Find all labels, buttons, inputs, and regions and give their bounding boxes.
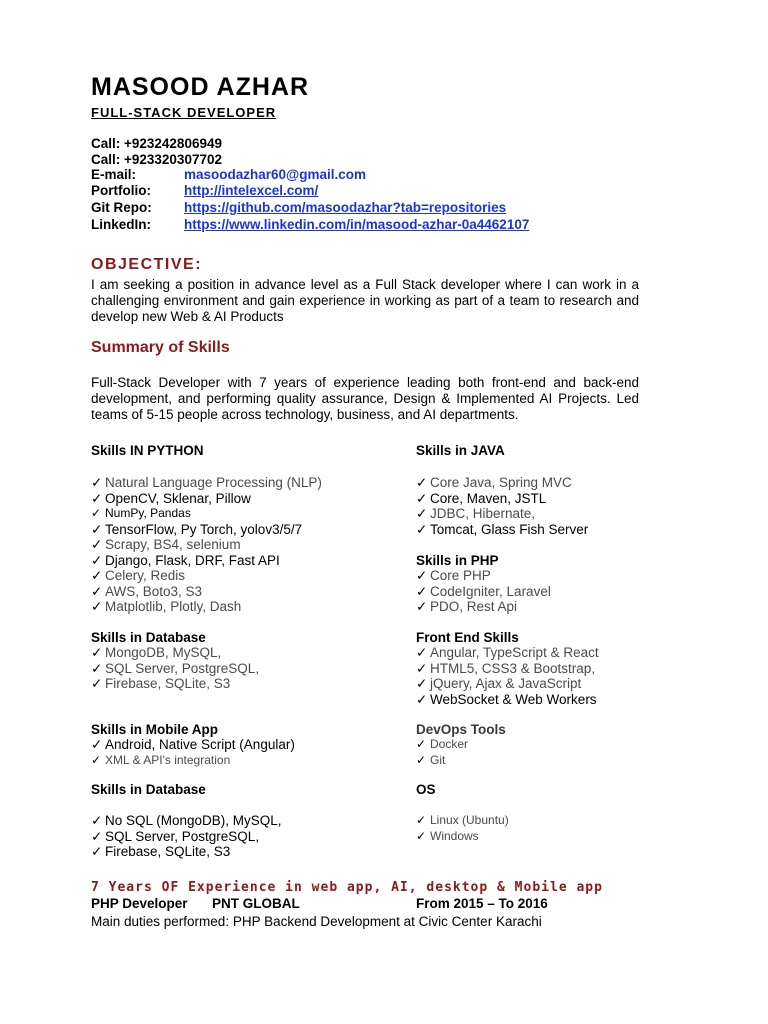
list-item: ✓ JDBC, Hibernate, [416, 506, 536, 521]
list-item: ✓ SQL Server, PostgreSQL, [91, 660, 260, 676]
email-link[interactable]: masoodazhar60@gmail.com [184, 167, 366, 182]
check-icon: ✓ [91, 676, 103, 691]
check-icon: ✓ [91, 568, 103, 583]
git-repo-link[interactable]: https://github.com/masoodazhar?tab=repositories [184, 200, 507, 215]
frontend-skills-list [416, 645, 599, 707]
objective-heading: OBJECTIVE: [91, 256, 203, 273]
list-item: ✓ Django, Flask, DRF, Fast API [91, 552, 280, 568]
list-item: ✓ NumPy, Pandas [91, 506, 191, 520]
list-item: ✓ Natural Language Processing (NLP) [91, 475, 322, 490]
list-item: ✓ OpenCV, Sklenar, Pillow [91, 490, 251, 506]
check-icon: ✓ [91, 506, 102, 520]
experience-heading: 7 Years OF Experience in web app, AI, desktop & Mobile app [91, 880, 603, 895]
list-item: ✓ Core PHP [416, 568, 491, 583]
check-icon: ✓ [91, 537, 103, 552]
devops-skills-heading: DevOps Tools [416, 722, 506, 737]
check-icon: ✓ [91, 552, 103, 568]
list-item: ✓ Celery, Redis [91, 568, 186, 583]
linkedin-link[interactable]: https://www.linkedin.com/in/masood-azhar-0a4462107 [184, 217, 530, 232]
list-item: ✓ MongoDB, MySQL, [91, 645, 222, 660]
check-icon: ✓ [91, 583, 103, 599]
list-item: ✓ PDO, Rest Api [416, 599, 518, 614]
check-icon: ✓ [91, 521, 103, 537]
list-item: ✓ Linux (Ubuntu) [416, 813, 509, 827]
database-skills-heading: Skills in Database [91, 630, 206, 645]
check-icon: ✓ [416, 813, 427, 827]
check-icon: ✓ [416, 490, 428, 506]
check-icon: ✓ [91, 813, 103, 828]
check-icon: ✓ [416, 676, 428, 691]
list-item: ✓ Scrapy, BS4, selenium [91, 537, 241, 552]
phone-2: Call: +923320307702 [91, 152, 222, 167]
list-item: ✓ SQL Server, PostgreSQL, [91, 828, 260, 844]
list-item: ✓ HTML5, CSS3 & Bootstrap, [416, 660, 596, 676]
frontend-skills-heading: Front End Skills [416, 630, 519, 645]
list-item: ✓ Windows [416, 828, 479, 843]
check-icon: ✓ [416, 521, 428, 537]
devops-skills-list [416, 737, 468, 768]
list-item: ✓ jQuery, Ajax & JavaScript [416, 676, 582, 691]
list-item: ✓ WebSocket & Web Workers [416, 691, 597, 707]
email-label: E-mail: [91, 167, 137, 182]
python-skills-heading: Skills IN PYTHON [91, 443, 204, 458]
linkedin-label: LinkedIn: [91, 217, 151, 232]
list-item: ✓ TensorFlow, Py Torch, yolov3/5/7 [91, 521, 303, 537]
mobile-skills-heading: Skills in Mobile App [91, 722, 219, 737]
job-company: PNT GLOBAL [212, 896, 300, 911]
check-icon: ✓ [91, 737, 103, 752]
list-item: ✓ Angular, TypeScript & React [416, 645, 599, 660]
java-skills-list [416, 475, 588, 537]
list-item: ✓ Firebase, SQLite, S3 [91, 844, 231, 859]
portfolio-link[interactable]: http://intelexcel.com/ [184, 183, 319, 198]
list-item: ✓ Core, Maven, JSTL [416, 490, 547, 506]
check-icon: ✓ [416, 568, 428, 583]
check-icon: ✓ [91, 844, 103, 859]
summary-heading: Summary of Skills [91, 339, 230, 356]
php-skills-list [416, 568, 551, 615]
check-icon: ✓ [416, 475, 428, 490]
candidate-role: FULL-STACK DEVELOPER [91, 105, 277, 120]
job-title: PHP Developer [91, 896, 188, 911]
check-icon: ✓ [416, 737, 427, 751]
phone-1: Call: +923242806949 [91, 136, 222, 151]
list-item: ✓ Docker [416, 737, 469, 751]
job-period: From 2015 – To 2016 [416, 896, 548, 911]
list-item: ✓ Git [416, 752, 446, 767]
check-icon: ✓ [91, 475, 103, 490]
list-item: ✓ CodeIgniter, Laravel [416, 583, 551, 599]
check-icon: ✓ [416, 506, 428, 521]
python-skills-list [91, 475, 322, 615]
check-icon: ✓ [416, 583, 428, 599]
check-icon: ✓ [91, 828, 103, 844]
objective-text: I am seeking a position in advance level as a Full Stack developer where I can work in a challenging environment and gain experience in working as part of a team to research and develop new Web & AI Products [91, 277, 639, 324]
check-icon: ✓ [416, 645, 428, 660]
check-icon: ✓ [416, 660, 428, 676]
check-icon: ✓ [91, 490, 103, 506]
list-item: ✓ Core Java, Spring MVC [416, 475, 572, 490]
candidate-name: MASOOD AZHAR [91, 73, 310, 101]
job-duties: Main duties performed: PHP Backend Development at Civic Center Karachi [91, 914, 542, 929]
check-icon: ✓ [416, 828, 427, 843]
mobile-skills-list [91, 737, 295, 768]
portfolio-label: Portfolio: [91, 183, 151, 198]
check-icon: ✓ [91, 752, 102, 767]
list-item: ✓ XML & API's integration [91, 752, 231, 767]
check-icon: ✓ [416, 752, 427, 767]
java-skills-heading: Skills in JAVA [416, 443, 505, 458]
git-repo-label: Git Repo: [91, 200, 152, 215]
os-skills-list [416, 813, 509, 844]
check-icon: ✓ [416, 599, 428, 614]
database-skills-list-2 [91, 813, 282, 860]
check-icon: ✓ [416, 691, 428, 707]
list-item: ✓ Android, Native Script (Angular) [91, 737, 295, 752]
check-icon: ✓ [91, 645, 103, 660]
php-skills-heading: Skills in PHP [416, 553, 499, 568]
list-item: ✓ Tomcat, Glass Fish Server [416, 521, 589, 537]
check-icon: ✓ [91, 599, 103, 614]
os-skills-heading: OS [416, 782, 436, 797]
summary-text: Full-Stack Developer with 7 years of experience leading both front-end and back-end development, and performing quality assurance, Design & Implemented AI Projects. Led teams of 5-15 people across technology, business, and AI departments. [91, 375, 639, 422]
database-skills-list [91, 645, 259, 692]
check-icon: ✓ [91, 660, 103, 676]
list-item: ✓ Matplotlib, Plotly, Dash [91, 599, 242, 614]
database-skills-heading-2: Skills in Database [91, 782, 206, 797]
list-item: ✓ AWS, Boto3, S3 [91, 583, 203, 599]
list-item: ✓ No SQL (MongoDB), MySQL, [91, 813, 282, 828]
list-item: ✓ Firebase, SQLite, S3 [91, 676, 231, 691]
